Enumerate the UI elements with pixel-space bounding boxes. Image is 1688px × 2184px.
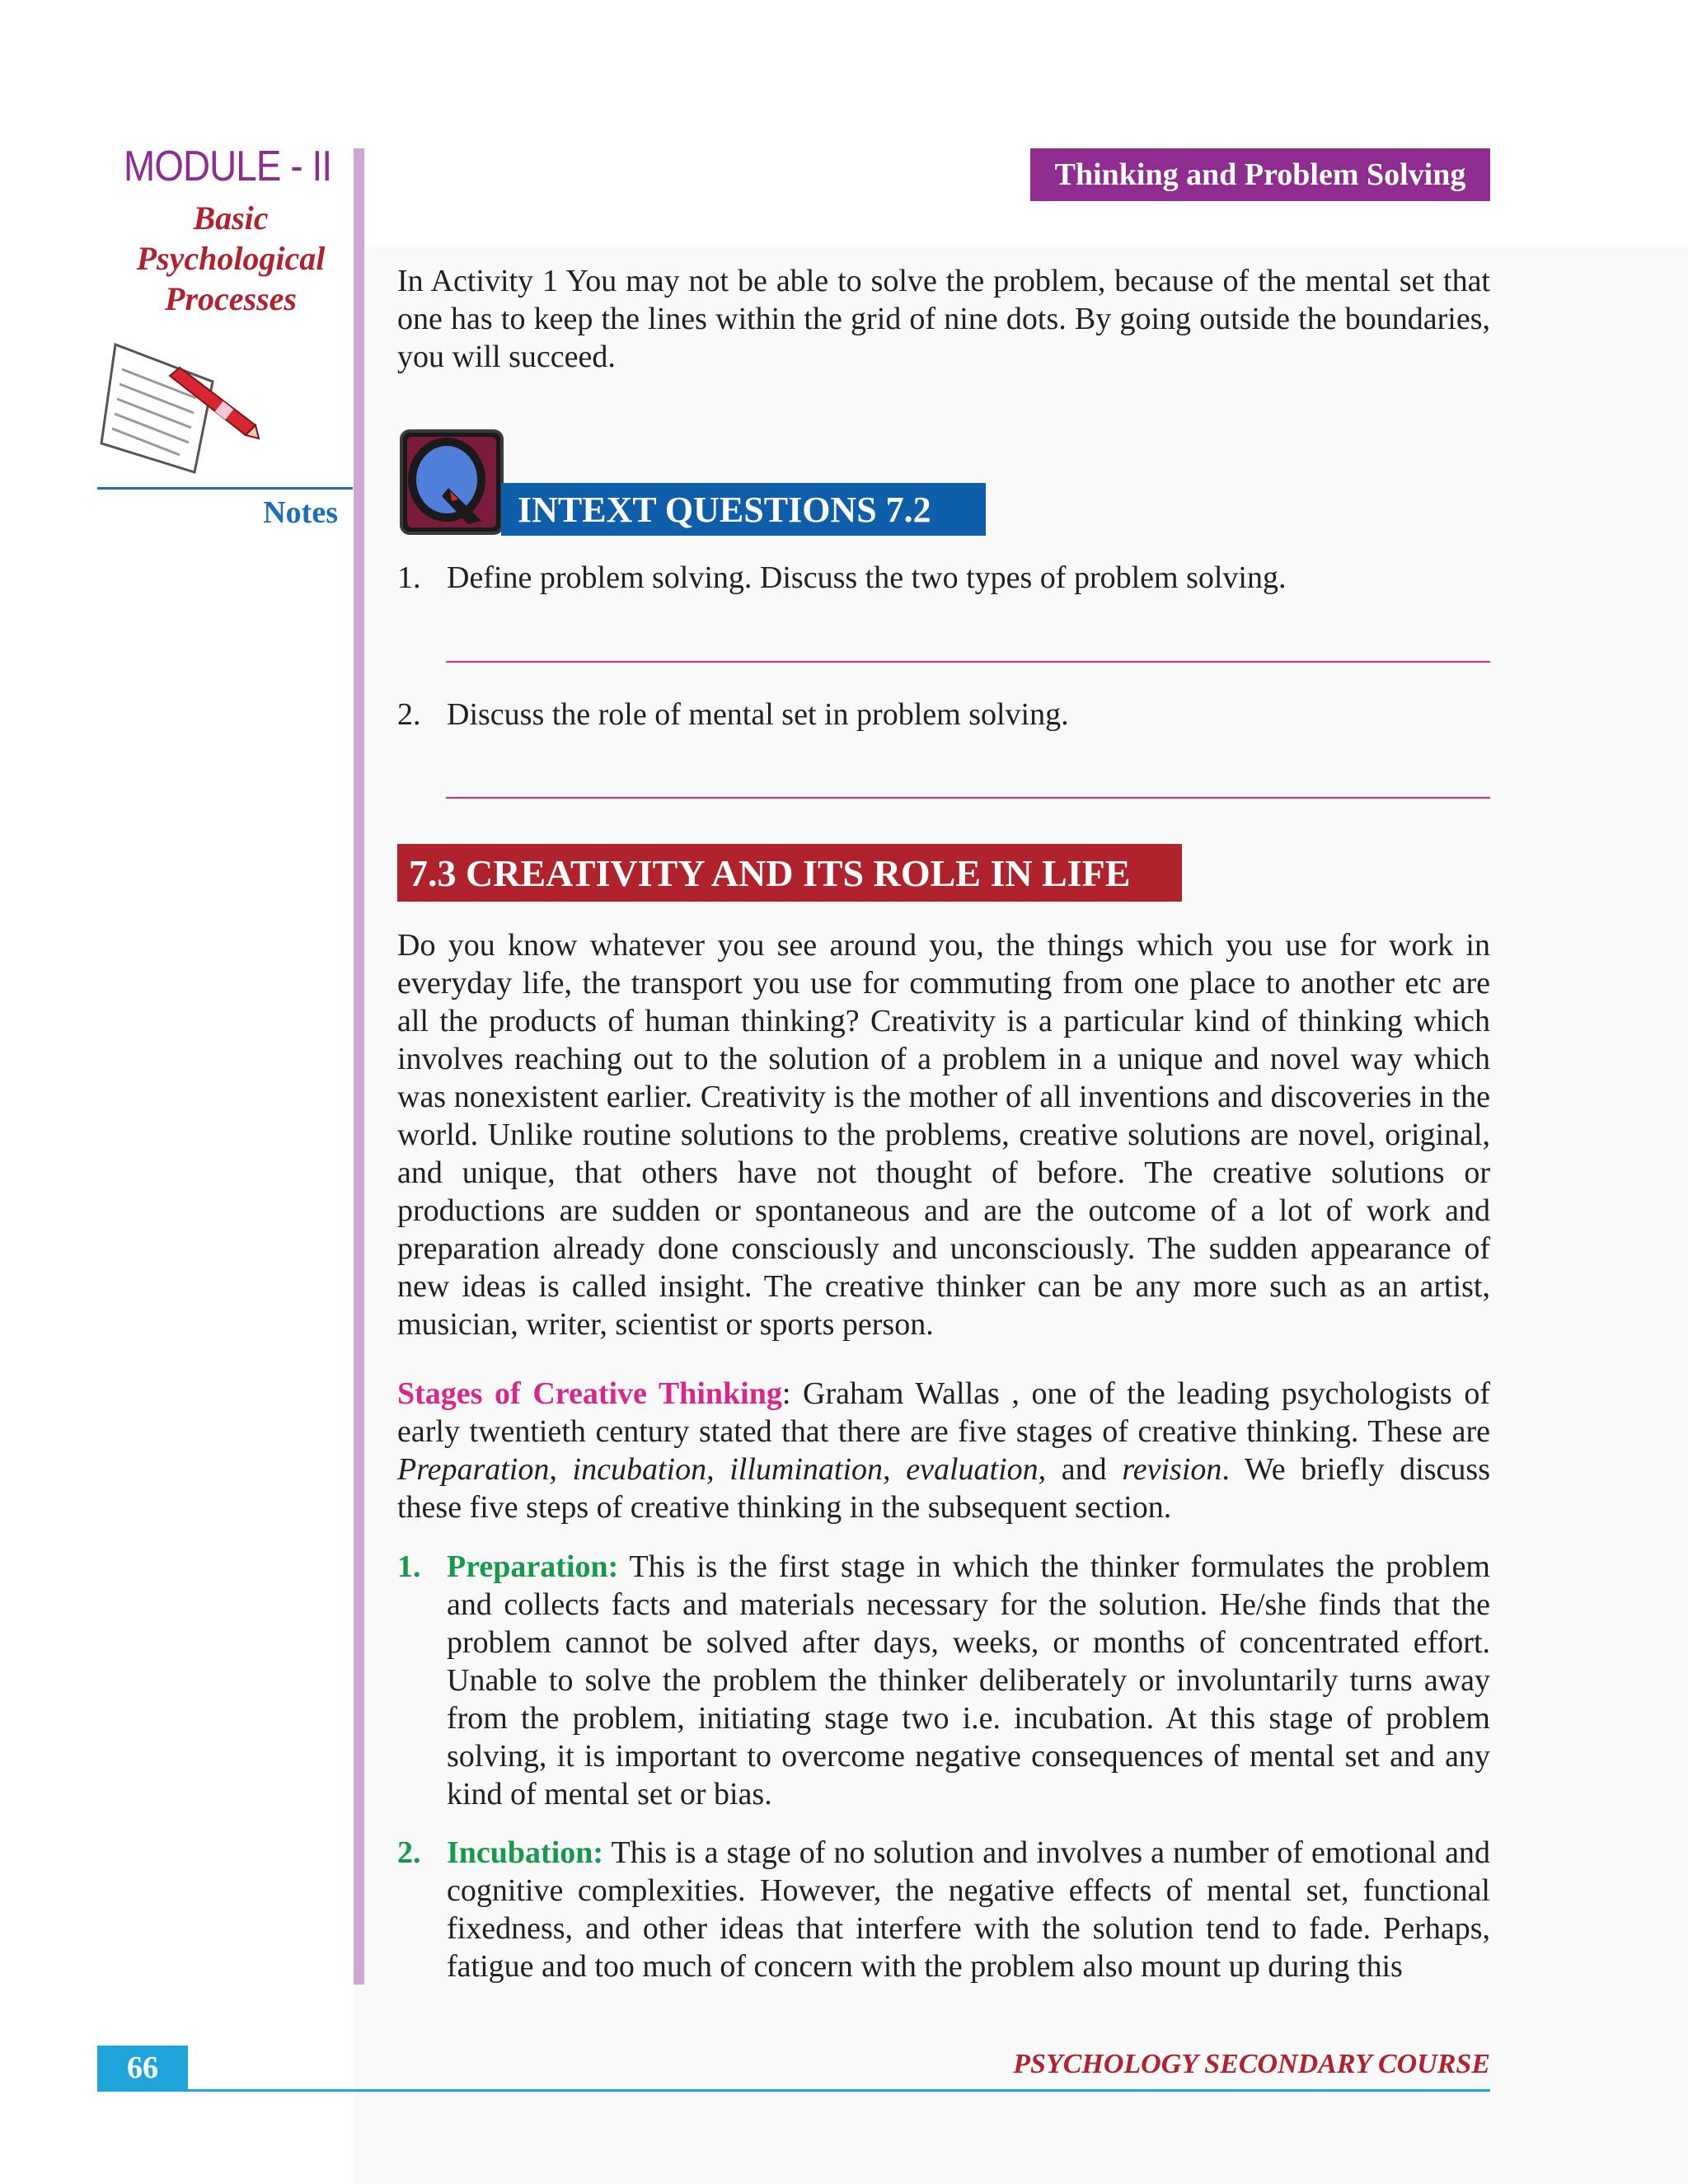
stage-item [397, 1548, 1490, 1813]
stage-text: This is a stage of no solution and involves a number of emotional and cognitive complexities. However, the negative effects of mental set, functional fixedness, and other ideas that interfere with the solution tend to fade. Perhaps, fatigue and too much of concern with the problem also mount up during this [447, 1835, 1490, 1984]
question-text: Define problem solving. Discuss the two types of problem solving. [447, 560, 1287, 595]
revision-term: revision [1122, 1452, 1222, 1487]
stage-number: 2. [397, 1835, 421, 1870]
stages-paragraph [397, 1375, 1490, 1526]
question-item [397, 696, 1490, 733]
notes-rule [97, 487, 353, 490]
stage-number: 1. [397, 1549, 421, 1584]
stages-intro-b: . We briefly discuss these five steps of creative thinking in the subsequent section. [397, 1452, 1490, 1525]
q-question-icon [399, 429, 504, 536]
question-number: 2. [397, 697, 421, 732]
intro-paragraph: In Activity 1 You may not be able to solve the problem, because of the mental set that one has to keep the lines within the grid of nine dots. By going outside the boundaries, you will succeed. [397, 264, 1490, 374]
stage-body [447, 1548, 1490, 1813]
question-item [397, 559, 1490, 597]
stage-body [447, 1834, 1490, 1985]
footer-rule [97, 2089, 1490, 2092]
and-word: and [1046, 1452, 1123, 1487]
margin-divider [354, 148, 364, 1985]
page-number: 66 [97, 2046, 188, 2090]
stage-term: Incubation: [447, 1835, 604, 1870]
creativity-paragraph: Do you know whatever you see around you, the things which you use for work in everyday life, the transport you use for commuting from one place to another etc are all the products of human thinking? Creativity is a particular kind of thinking which involves reaching out to the solution of a problem in a unique and novel way which was nonexistent earlier. Creativity is the mother of all inventions and discoveries in the world. Unlike routine solutions to the problems, creative solutions are novel, original, and unique, that others have not thought of before. The creative solutions or productions are sudden or spontaneous and are the outcome of a lot of work and preparation already done consciously and unconsciously. The sudden appearance of new ideas is called insight. The creative thinker can be any more such as an artist, musician, writer, scientist or sports person. [397, 928, 1490, 1342]
stage-text: This is the first stage in which the thinker formulates the problem and collects facts and materials necessary for the solution. He/she finds that the problem cannot be solved after days, weeks, or months of concentrated effort. Unable to solve the problem the thinker deliberately or involuntarily turns away from the problem, initiating stage two i.e. incubation. At this stage of problem solving, it is important to overcome negative consequences of mental set and any kind of mental set or bias. [447, 1549, 1490, 1811]
stage-item [397, 1834, 1490, 1985]
stage-term: Preparation: [447, 1549, 619, 1584]
question-text: Discuss the role of mental set in problem solving. [447, 697, 1069, 732]
section-title: 7.3 CREATIVITY AND ITS ROLE IN LIFE [397, 844, 1182, 902]
chapter-tag: Thinking and Problem Solving [1030, 148, 1490, 201]
module-label: MODULE - II [124, 143, 332, 190]
notes-label: Notes [263, 495, 338, 530]
intext-questions-title: INTEXT QUESTIONS 7.2 [501, 483, 986, 536]
notebook-pencil-icon [97, 328, 262, 480]
stages-heading: Stages of Creative Thinking [397, 1376, 782, 1411]
answer-line [446, 797, 1490, 799]
answer-line [446, 661, 1490, 663]
module-subtitle: Basic Psychological Processes [136, 199, 326, 317]
stages-list: Preparation, incubation, illumination, evaluation, [397, 1452, 1047, 1487]
course-title: PSYCHOLOGY SECONDARY COURSE [1013, 2049, 1490, 2079]
question-number: 1. [397, 560, 421, 595]
stages-intro-a: : Graham Wallas , one of the leading psychologists of early twentieth century stated that there are five stages of creative thinking. These are [397, 1376, 1490, 1449]
